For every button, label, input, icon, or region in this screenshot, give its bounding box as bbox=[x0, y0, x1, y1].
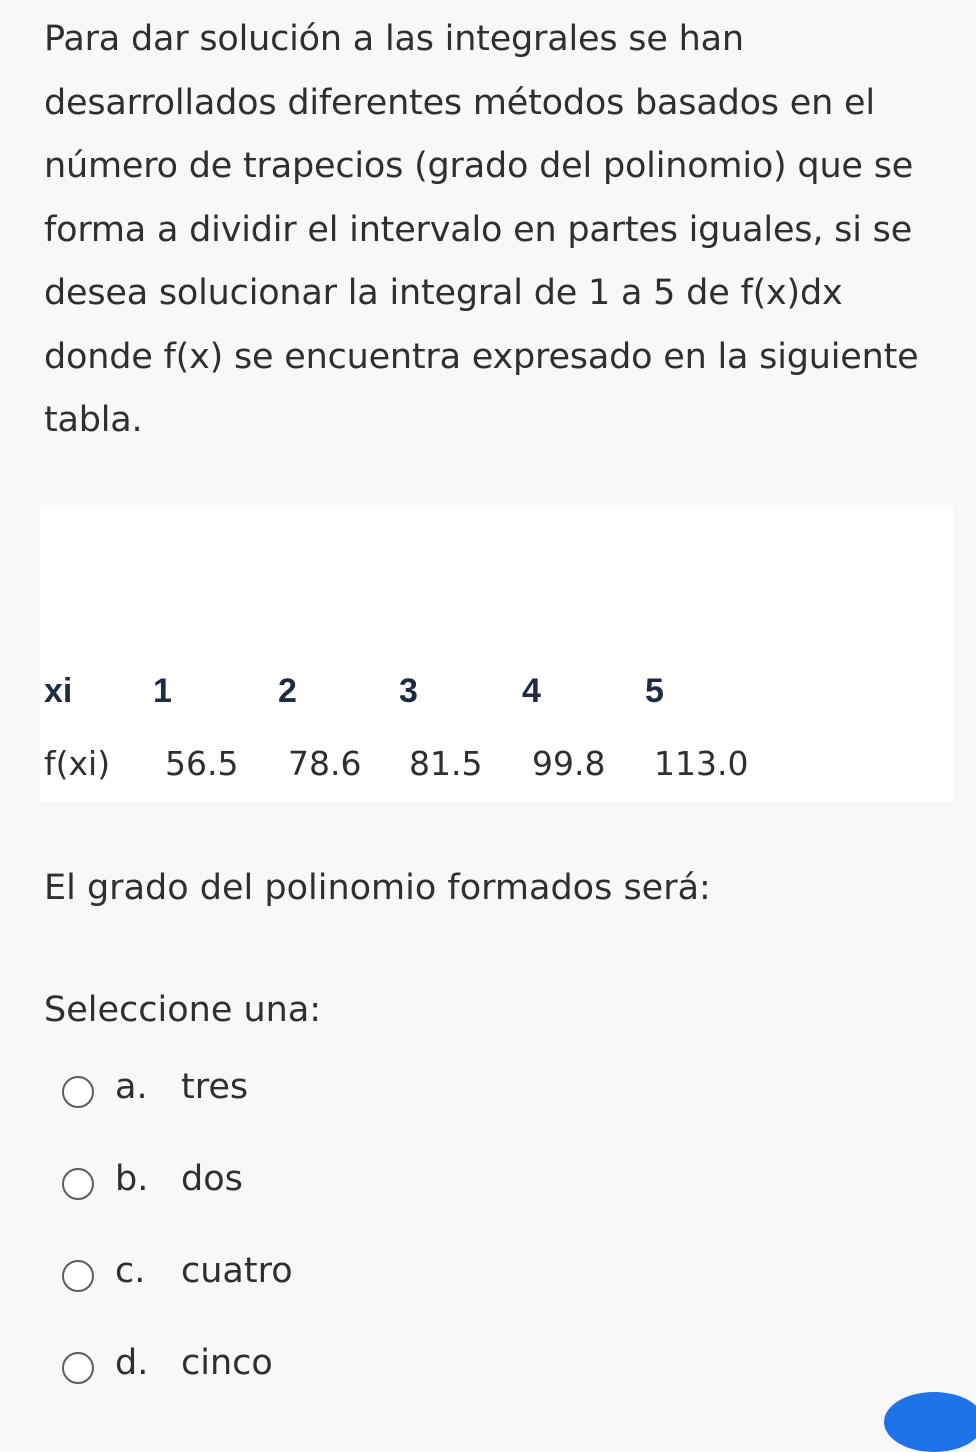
option-label: tres bbox=[181, 1067, 249, 1107]
radio-button[interactable] bbox=[62, 1260, 94, 1292]
table-header-4: 4 bbox=[522, 672, 541, 710]
radio-button[interactable] bbox=[62, 1352, 94, 1384]
option-d[interactable] bbox=[60, 1343, 460, 1389]
radio-button[interactable] bbox=[62, 1076, 94, 1108]
table-cell-value: 81.5 bbox=[409, 744, 483, 783]
table-header-5: 5 bbox=[645, 672, 664, 710]
option-label: cinco bbox=[181, 1343, 273, 1383]
question-text: Para dar solución a las integrales se han desarrollados diferentes métodos basados en el número de trapecios (grado del polinomio) que se forma a dividir el intervalo en partes iguales, si se desea solucionar la integral de 1 a 5 de f(x)dx donde f(x) se encuentra expresado en la siguiente tabla. bbox=[44, 19, 919, 440]
table-cell-value: 78.6 bbox=[288, 744, 362, 783]
option-letter: a. bbox=[115, 1067, 148, 1107]
option-letter: c. bbox=[115, 1251, 146, 1291]
table-header-xi: xi bbox=[44, 672, 73, 710]
option-letter: d. bbox=[115, 1343, 149, 1383]
select-label: Seleccione una: bbox=[44, 990, 322, 1030]
table-header-2: 2 bbox=[278, 672, 297, 710]
table-cell-value: 99.8 bbox=[532, 744, 606, 783]
question-prompt: El grado del polinomio formados será: bbox=[44, 868, 711, 908]
option-a[interactable] bbox=[60, 1067, 460, 1113]
option-c[interactable] bbox=[60, 1251, 460, 1297]
table-header-3: 3 bbox=[399, 672, 418, 710]
option-label: dos bbox=[181, 1159, 243, 1199]
option-letter: b. bbox=[115, 1159, 149, 1199]
table-cell-value: 56.5 bbox=[165, 744, 239, 783]
radio-button[interactable] bbox=[62, 1168, 94, 1200]
option-label: cuatro bbox=[181, 1251, 293, 1291]
table-header-1: 1 bbox=[153, 672, 172, 710]
table-cell-value: 113.0 bbox=[654, 744, 749, 783]
floating-action-button[interactable] bbox=[884, 1392, 976, 1452]
table-row-label: f(xi) bbox=[44, 744, 111, 783]
option-b[interactable] bbox=[60, 1159, 460, 1205]
